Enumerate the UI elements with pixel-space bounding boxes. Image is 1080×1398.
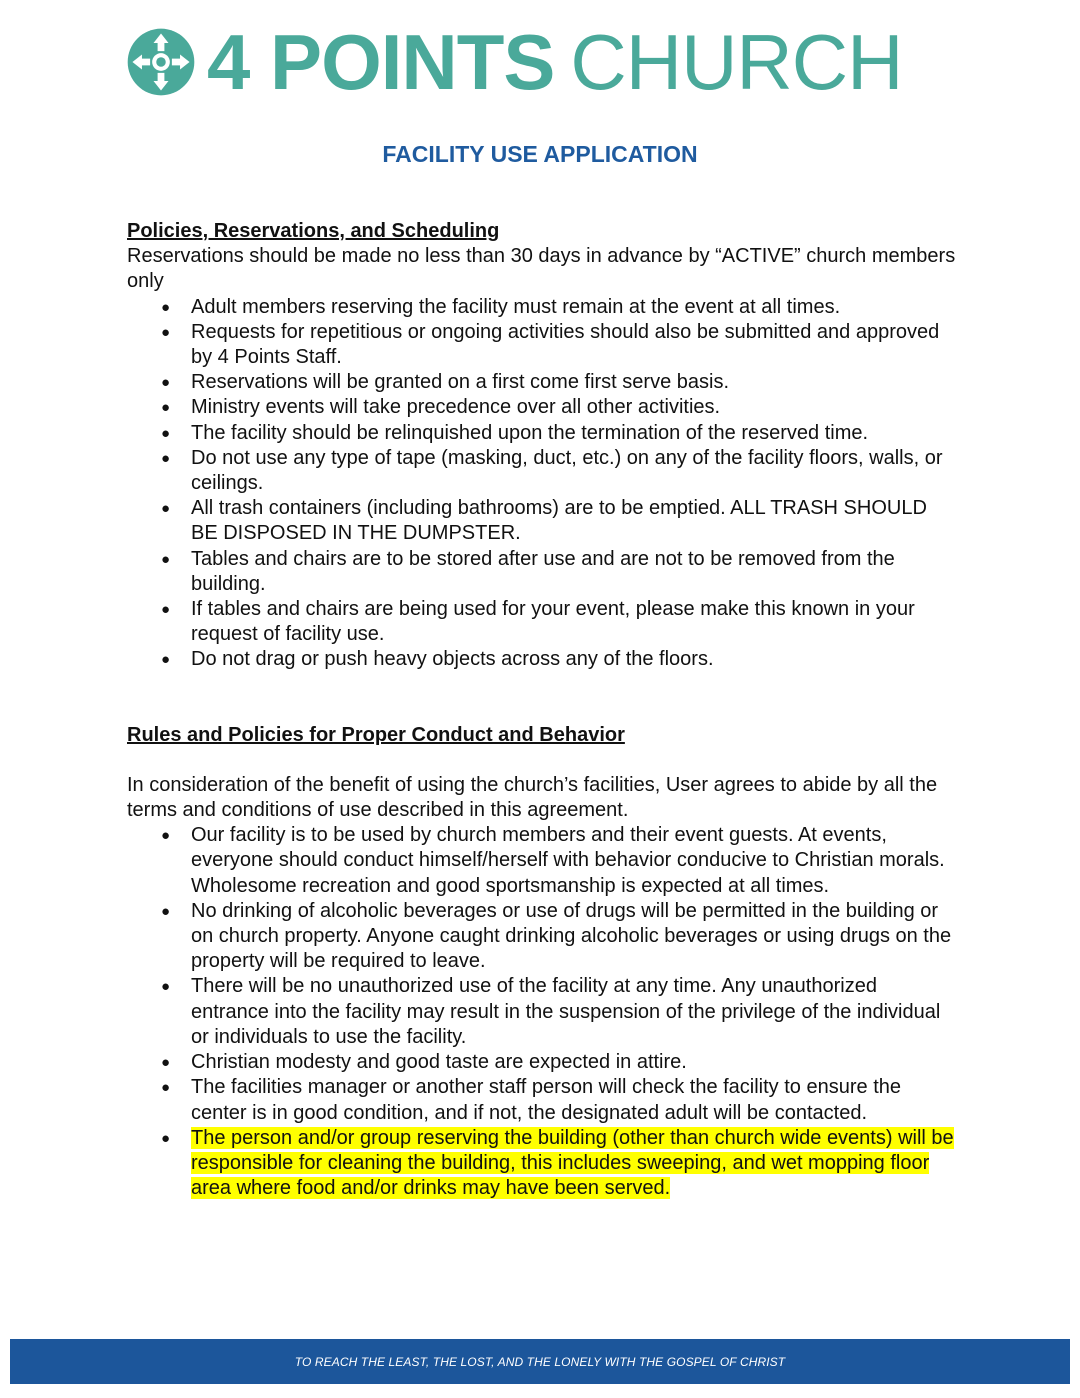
heading-gap: [127, 748, 957, 773]
logo-word-bold: 4 POINTS: [207, 18, 555, 106]
policy-bullet: ● Requests for repetitious or ongoing activities should also be submitted and approved by 4 Points Staff.: [191, 320, 957, 370]
policy-bullet: ● All trash containers (including bathrooms) are to be emptied. ALL TRASH SHOULD BE DISPOSED IN THE DUMPSTER.: [191, 496, 957, 546]
policy-bullet: ● Ministry events will take precedence over all other activities.: [191, 395, 957, 420]
policy-bullet: ● The facility should be relinquished upon the termination of the reserved time.: [191, 421, 957, 446]
conduct-bullet: ● The facilities manager or another staff person will check the facility to ensure the center is in good condition, and if not, the designated adult will be contacted.: [191, 1075, 957, 1125]
conduct-bullet: ● Christian modesty and good taste are expected in attire.: [191, 1050, 957, 1075]
conduct-bullet: ● There will be no unauthorized use of the facility at any time. Any unauthorized entrance into the facility may result in the suspension of the privilege of the individual or individuals to use the facility.: [191, 974, 957, 1050]
footer-tagline: TO REACH THE LEAST, THE LOST, AND THE LONELY WITH THE GOSPEL OF CHRIST: [294, 1354, 786, 1369]
policy-bullet: ● Tables and chairs are to be stored after use and are not to be removed from the building.: [191, 547, 957, 597]
section-intro-policies: Reservations should be made no less than 30 days in advance by “ACTIVE” church members only: [127, 245, 956, 293]
conduct-list: [127, 823, 957, 1201]
compass-cross-icon: [127, 28, 195, 96]
policy-bullet: ● Reservations will be granted on a first come first serve basis.: [191, 370, 957, 395]
highlighted-text: The person and/or group reserving the building (other than church wide events) will be responsible for cleaning the building, this includes sweeping, and wet mopping floor area where food and/or drinks may have been served.: [191, 1126, 954, 1200]
section-gap: [127, 673, 957, 723]
policies-list: [127, 295, 957, 673]
logo-center: [156, 57, 166, 67]
footer-band: [10, 1339, 1070, 1384]
policy-bullet: ● Do not drag or push heavy objects across any of the floors.: [191, 647, 957, 672]
section-heading-policies: Policies, Reservations, and Scheduling: [127, 220, 500, 242]
conduct-bullet: ● No drinking of alcoholic beverages or use of drugs will be permitted in the building or on church property. Anyone caught drinking alcoholic beverages or using drugs on the property will be required to leave.: [191, 899, 957, 975]
policy-bullet: ● Do not use any type of tape (masking, duct, etc.) on any of the facility floors, walls, or ceilings.: [191, 446, 957, 496]
logo-word-light: CHURCH: [570, 18, 903, 106]
church-logo: [127, 18, 903, 106]
document-body: [127, 219, 957, 1201]
logo-wordmark: [207, 18, 903, 106]
policy-bullet: ● If tables and chairs are being used for your event, please make this known in your request of facility use.: [191, 597, 957, 647]
section-heading-conduct: Rules and Policies for Proper Conduct and Behavior: [127, 723, 625, 746]
document-title: FACILITY USE APPLICATION: [382, 141, 698, 167]
policy-bullet: ● Adult members reserving the facility must remain at the event at all times.: [191, 295, 957, 320]
section-intro-conduct: In consideration of the benefit of using the church’s facilities, User agrees to abide by all the terms and conditions of use described in this agreement.: [127, 773, 938, 822]
conduct-bullet-highlighted: [191, 1126, 957, 1202]
conduct-bullet: ● Our facility is to be used by church members and their event guests. At events, everyone should conduct himself/herself with behavior conducive to Christian morals. Wholesome recreation and good sportsmanship is expected at all times.: [191, 823, 957, 899]
